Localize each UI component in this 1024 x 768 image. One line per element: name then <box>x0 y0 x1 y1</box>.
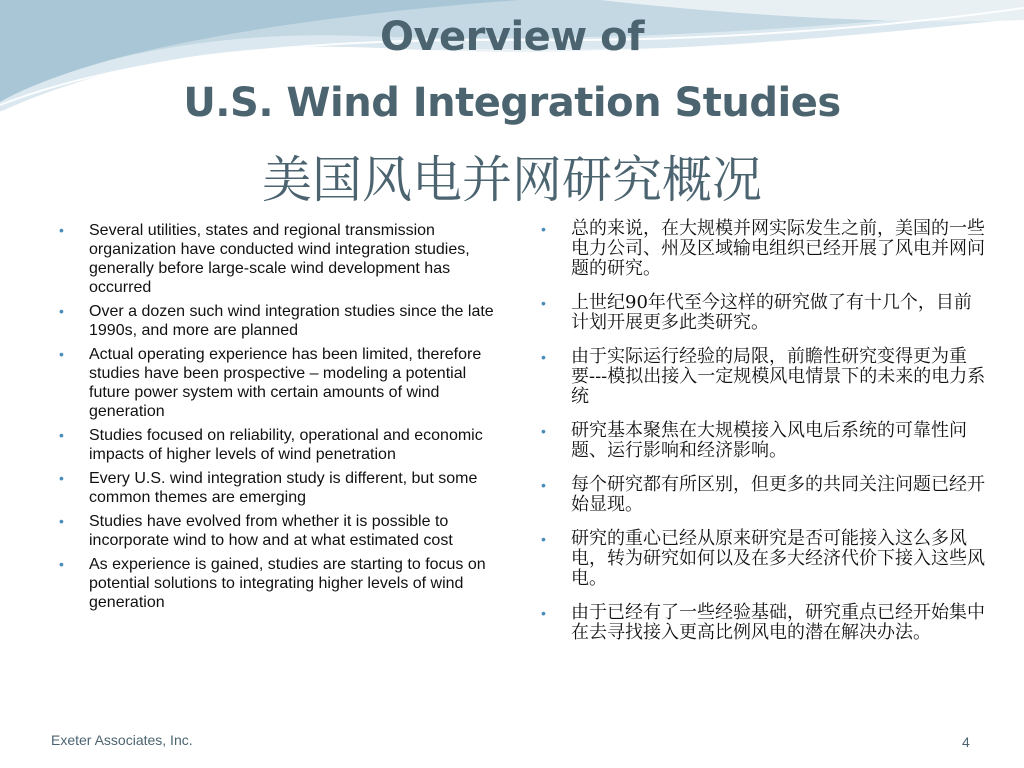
list-item: • Studies have evolved from whether it is possible to incorporate wind to how and at what estimated cost <box>59 513 453 549</box>
bullet-icon: • <box>59 222 64 238</box>
list-item: • 由于实际运行经验的局限，前瞻性研究变得更为重要---模拟出接入一定规模风电情景下的未来的电力系统 <box>541 346 986 407</box>
bullet-icon: • <box>541 423 546 439</box>
list-item: • 研究的重心已经从原来研究是否可能接入这么多风电，转为研究如何以及在多大经济代价下接入这些风电。 <box>541 528 985 589</box>
list-item: • As experience is gained, studies are starting to focus on potential solutions to integrating higher levels of wind generation <box>59 556 486 611</box>
list-item: • 上世纪90年代至今这样的研究做了有十几个，目前计划开展更多此类研究。 <box>541 292 972 333</box>
list-item: • Every U.S. wind integration study is different, but some common themes are emerging <box>59 470 478 506</box>
bullet-icon: • <box>59 513 64 529</box>
bullet-icon: • <box>541 477 546 493</box>
slide-number: 4 <box>962 734 970 750</box>
footer-company: Exeter Associates, Inc. <box>51 732 193 748</box>
list-item: • Studies focused on reliability, operational and economic impacts of higher levels of wind penetration <box>59 427 483 463</box>
list-item: • 总的来说，在大规模并网实际发生之前，美国的一些电力公司、州及区域输电组织已经开展了风电并网问题的研究。 <box>541 218 985 279</box>
bullet-icon: • <box>541 349 546 365</box>
chinese-bullet-list <box>541 218 986 657</box>
list-item: • Actual operating experience has been limited, therefore studies have been prospective – modeling a potential future power system with certain amounts of wind generation <box>59 346 482 420</box>
list-item: • 每个研究都有所区别，但更多的共同关注问题已经开始显现。 <box>541 474 985 515</box>
bullet-icon: • <box>541 295 546 311</box>
slide-title-line2: U.S. Wind Integration Studies <box>183 80 841 126</box>
bullet-icon: • <box>541 531 546 547</box>
list-item: • 研究基本聚焦在大规模接入风电后系统的可靠性问题、运行影响和经济影响。 <box>541 420 967 461</box>
bullet-icon: • <box>59 346 64 362</box>
list-item: • 由于已经有了一些经验基础，研究重点已经开始集中在去寻找接入更高比例风电的潜在解决办法。 <box>541 602 985 643</box>
bullet-icon: • <box>541 221 546 237</box>
bullet-icon: • <box>59 303 64 319</box>
list-item: • Several utilities, states and regional transmission organization have conducted wind integration studies, generally before large-scale wind development has occurred <box>59 222 470 296</box>
english-bullet-list <box>59 221 504 617</box>
slide-title-line1: Overview of <box>379 14 645 60</box>
bullet-icon: • <box>59 556 64 572</box>
bullet-icon: • <box>59 427 64 443</box>
list-item: • Over a dozen such wind integration studies since the late 1990s, and more are planned <box>59 303 494 339</box>
bullet-icon: • <box>541 605 546 621</box>
slide-title-chinese: 美国风电并网研究概况 <box>262 151 762 209</box>
bullet-icon: • <box>59 470 64 486</box>
